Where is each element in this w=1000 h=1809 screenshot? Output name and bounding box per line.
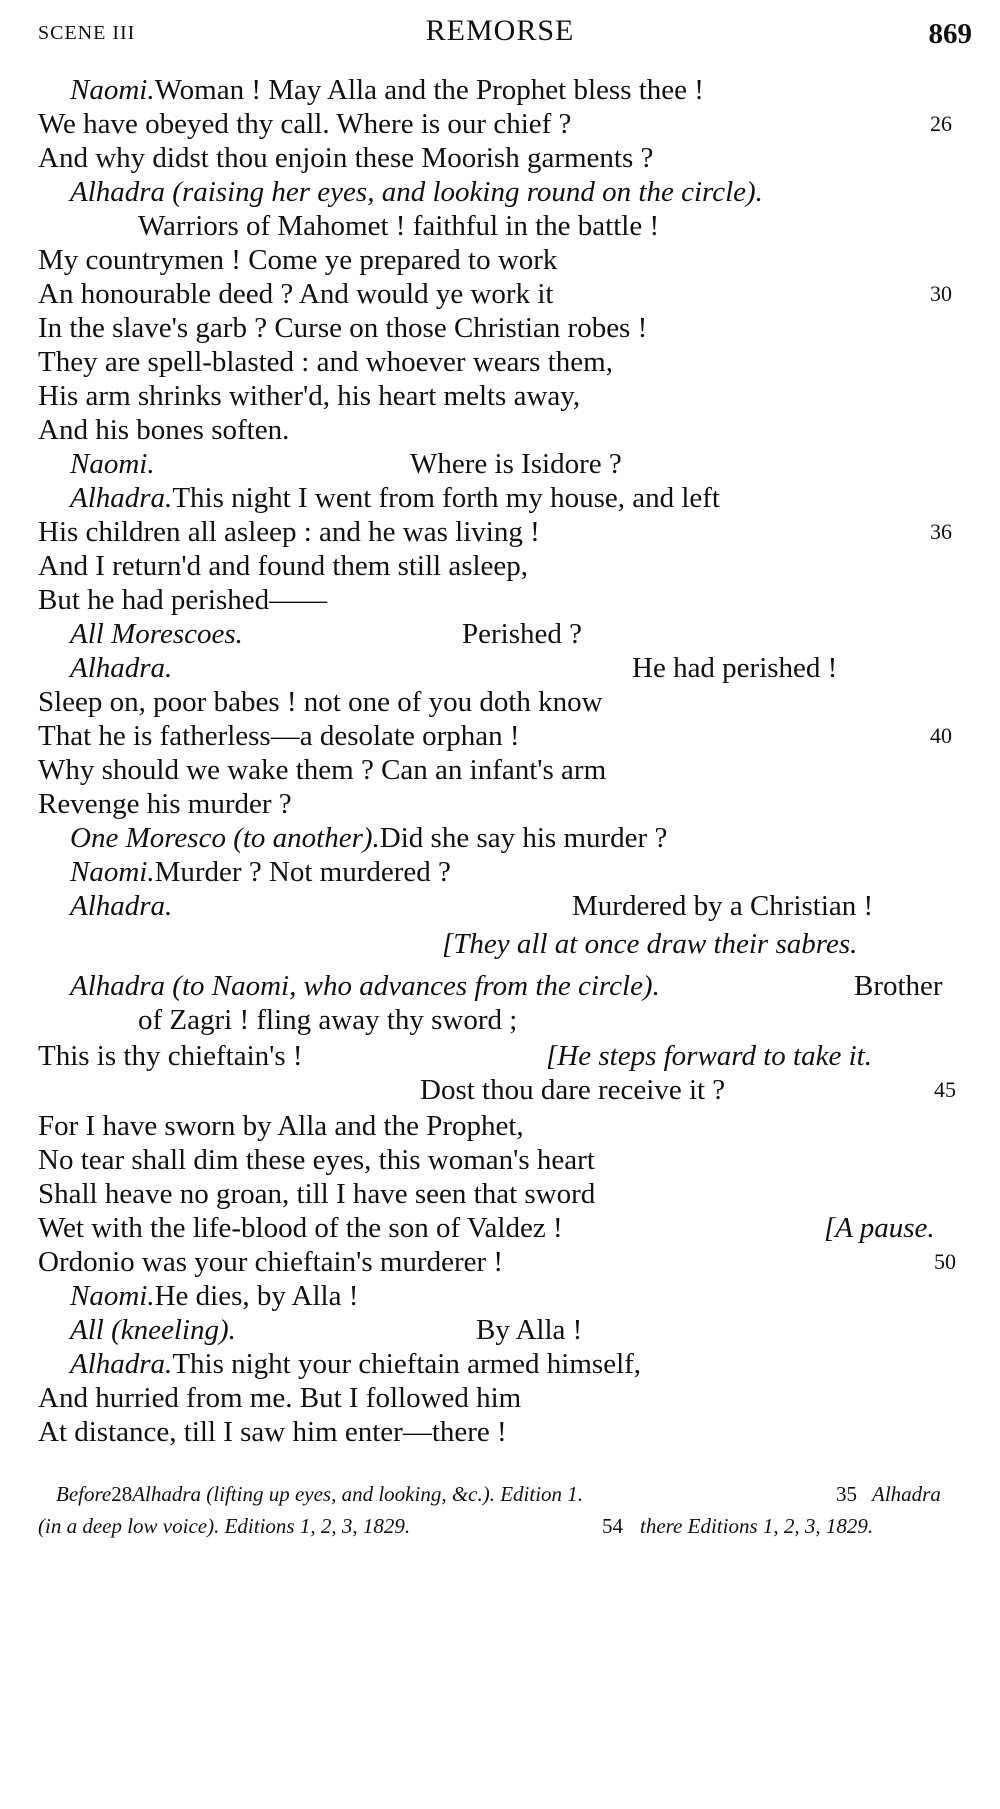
running-head-title: REMORSE: [425, 14, 575, 47]
line-number: 30: [930, 281, 952, 306]
speaker-name: All Morescoes.: [70, 618, 243, 650]
line-text: Murdered by a Christian !: [572, 890, 874, 922]
speaker-name: Alhadra.: [70, 890, 173, 922]
line-text: Brother: [854, 970, 943, 1002]
speaker-name: Naomi.: [70, 74, 155, 106]
line-text: Murder ? Not murdered ?: [154, 856, 451, 888]
verse-line: [0, 1070, 1000, 1110]
line-text: And his bones soften.: [38, 414, 290, 446]
line-text: In the slave's garb ? Curse on those Christian robes !: [38, 312, 648, 344]
line-number: 40: [930, 723, 952, 748]
line-text: My countrymen ! Come ye prepared to work: [38, 244, 558, 276]
line-text: He dies, by Alla !: [154, 1280, 359, 1312]
line-text: Revenge his murder ?: [38, 788, 292, 820]
speaker-name: Alhadra.: [70, 1348, 173, 1380]
line-text: This night I went from forth my house, and left: [172, 482, 720, 514]
line-text: That he is fatherless—a desolate orphan !: [38, 720, 520, 752]
line-text: And why didst thou enjoin these Moorish garments ?: [38, 142, 654, 174]
direction-text: [They all at once draw their sabres.: [442, 928, 858, 960]
line-number: 36: [930, 519, 952, 544]
running-head-scene: SCENE III: [38, 22, 136, 44]
line-text: Why should we wake them ? Can an infant's arm: [38, 754, 607, 786]
line-text: His arm shrinks wither'd, his heart melts away,: [38, 380, 581, 412]
speaker-name: Alhadra.: [70, 482, 173, 514]
footnote-text: Before: [56, 1482, 112, 1506]
footnote-text: there Editions 1, 2, 3, 1829.: [640, 1514, 874, 1538]
verse-line: [0, 1412, 1000, 1452]
footnote-text: Alhadra: [872, 1482, 941, 1506]
footnote-text: (in a deep low voice). Editions 1, 2, 3, 1829.: [38, 1514, 411, 1538]
line-text: For I have sworn by Alla and the Prophet,: [38, 1110, 524, 1142]
line-text: His children all asleep : and he was living !: [38, 516, 540, 548]
speaker-name: Alhadra.: [70, 652, 173, 684]
line-number: 50: [934, 1249, 956, 1274]
footnote-line: [0, 1478, 1000, 1510]
line-text: Shall heave no groan, till I have seen that sword: [38, 1178, 596, 1210]
line-text: of Zagri ! fling away thy sword ;: [138, 1004, 518, 1036]
line-text: Ordonio was your chieftain's murderer !: [38, 1246, 504, 1278]
line-text: Did she say his murder ?: [379, 822, 668, 854]
direction-text: [He steps forward to take it.: [546, 1040, 872, 1072]
speaker-name: Naomi.: [70, 856, 155, 888]
line-text: But he had perished——: [38, 584, 328, 616]
stage-direction: [0, 924, 1000, 964]
speaker-direction: All (kneeling).: [70, 1314, 236, 1346]
line-text: They are spell-blasted : and whoever wears them,: [38, 346, 613, 378]
line-text: By Alla !: [476, 1314, 583, 1346]
line-text: Sleep on, poor babes ! not one of you doth know: [38, 686, 603, 718]
line-text: We have obeyed thy call. Where is our chief ?: [38, 108, 572, 140]
verse-line: [0, 886, 1000, 926]
line-text: Where is Isidore ?: [410, 448, 622, 480]
footnote-text: 54: [602, 1514, 623, 1538]
speaker-name: Naomi.: [70, 448, 155, 480]
footnote-text: Alhadra (lifting up eyes, and looking, &c.). Edition 1.: [132, 1482, 584, 1506]
line-text: And hurried from me. But I followed him: [38, 1382, 522, 1414]
line-text: This is thy chieftain's !: [38, 1040, 303, 1072]
speaker-direction: One Moresco (to another).: [70, 822, 380, 854]
line-text: This night your chieftain armed himself,: [172, 1348, 642, 1380]
direction-text: [A pause.: [824, 1212, 935, 1244]
speaker-name: Naomi.: [70, 1280, 155, 1312]
line-text: Warriors of Mahomet ! faithful in the battle !: [138, 210, 660, 242]
speaker-direction: Alhadra (to Naomi, who advances from the circle).: [70, 970, 660, 1002]
line-text: Wet with the life-blood of the son of Valdez !: [38, 1212, 563, 1244]
line-text: Dost thou dare receive it ?: [420, 1074, 726, 1106]
footnote-line: [0, 1510, 1000, 1542]
page-number: 869: [928, 18, 972, 50]
line-text: He had perished !: [632, 652, 838, 684]
line-text: No tear shall dim these eyes, this woman's heart: [38, 1144, 595, 1176]
line-text: And I return'd and found them still asleep,: [38, 550, 529, 582]
line-number: 26: [930, 111, 952, 136]
footnote-text: 28: [111, 1482, 133, 1506]
speaker-direction: Alhadra (raising her eyes, and looking round on the circle).: [70, 176, 763, 208]
line-text: An honourable deed ? And would ye work it: [38, 278, 554, 310]
line-text: At distance, till I saw him enter—there !: [38, 1416, 507, 1448]
line-number: 45: [934, 1077, 956, 1102]
footnote-text: 35: [836, 1482, 857, 1506]
line-text: Perished ?: [462, 618, 582, 650]
line-text: Woman ! May Alla and the Prophet bless thee !: [154, 74, 704, 106]
verse-line: [0, 1000, 1000, 1040]
